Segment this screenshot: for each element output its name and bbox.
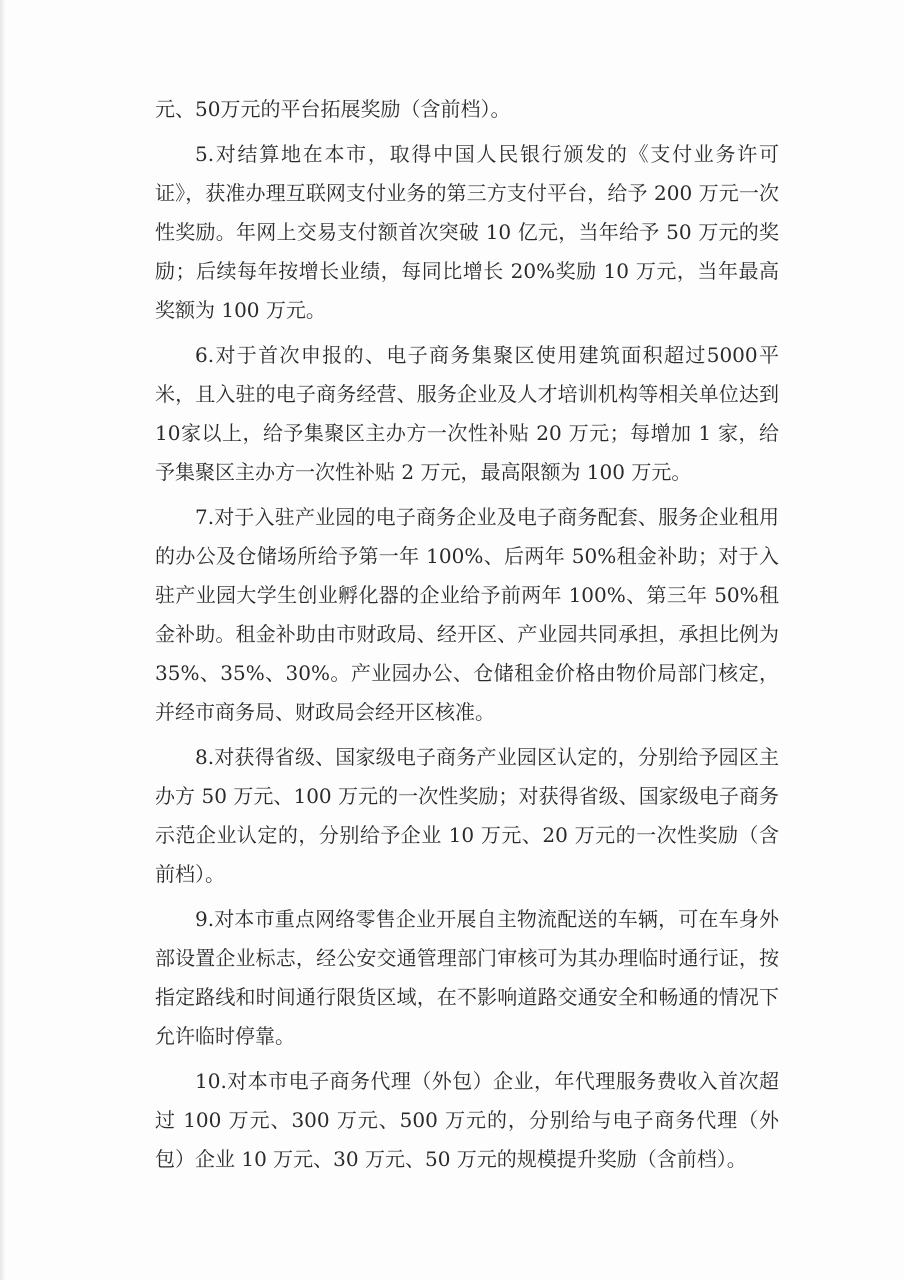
paragraph-item-6: 6.对于首次申报的、电子商务集聚区使用建筑面积超过5000平米，且入驻的电子商务经营、服务企业及人才培训机构等相关单位达到10家以上，给予集聚区主办方一次性补贴 20 万元；每增加 1 家，给予集聚区主办方一次性补贴 2 万元，最高限额为 100 万元。 bbox=[155, 343, 779, 484]
paragraph-item-8: 8.对获得省级、国家级电子商务产业园区认定的，分别给予园区主办方 50 万元、100 万元的一次性奖励；对获得省级、国家级电子商务示范企业认定的，分别给予企业 10 万元、20 万元的一次性奖励（含前档）。 bbox=[155, 745, 779, 886]
paragraph-continuation: 元、50万元的平台拓展奖励（含前档）。 bbox=[155, 97, 511, 121]
page-edge-shadow bbox=[0, 0, 6, 1280]
paragraph-item-10: 10.对本市电子商务代理（外包）企业，年代理服务费收入首次超过 100 万元、300 万元、500 万元的，分别给与电子商务代理（外包）企业 10 万元、30 万元、50 万元的规模提升奖励（含前档）。 bbox=[155, 1069, 779, 1171]
paragraph-item-7: 7.对于入驻产业园的电子商务企业及电子商务配套、服务企业租用的办公及仓储场所给予第一年 100%、后两年 50%租金补助；对于入驻产业园大学生创业孵化器的企业给予前两年 100%、第三年 50%租金补助。租金补助由市财政局、经开区、产业园共同承担，承担比例为 35%、35%、30%。产业园办公、仓储租金价格由物价局部门核定，并经市商务局、财政局会经开区核准。 bbox=[155, 505, 779, 724]
paragraph-item-5: 5.对结算地在本市，取得中国人民银行颁发的《支付业务许可证》，获准办理互联网支付业务的第三方支付平台，给予 200 万元一次性奖励。年网上交易支付额首次突破 10 亿元，当年给予 50 万元的奖励；后续每年按增长业绩，每同比增长 20%奖励 10 万元，当年最高奖额为 100 万元。 bbox=[155, 142, 779, 322]
paragraph-item-9: 9.对本市重点网络零售企业开展自主物流配送的车辆，可在车身外部设置企业标志，经公安交通管理部门审核可为其办理临时通行证，按指定路线和时间通行限货区域，在不影响道路交通安全和畅通的情况下允许临时停靠。 bbox=[155, 907, 779, 1048]
document-body bbox=[155, 90, 779, 1185]
